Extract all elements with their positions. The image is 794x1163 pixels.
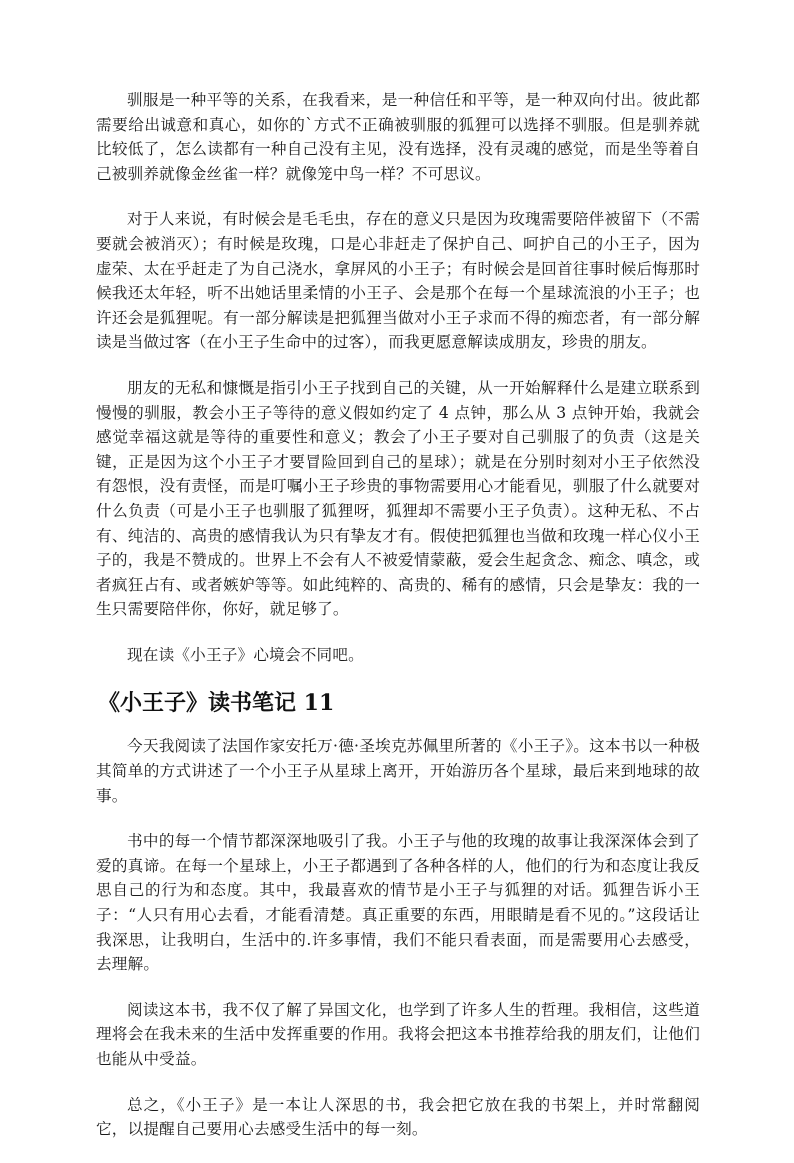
essay-section (96, 88, 700, 667)
paragraph: 阅读这本书，我不仅了解了异国文化，也学到了许多人生的哲理。我相信，这些道理将会在我未来的生活中发挥重要的作用。我将会把这本书推荐给我的朋友们，让他们也能从中受益。 (96, 1000, 700, 1068)
paragraph: 现在读《小王子》心境会不同吧。 (127, 645, 364, 664)
paragraph: 驯服是一种平等的关系，在我看来，是一种信任和平等，是一种双向付出。彼此都需要给出诚意和真心，如你的`方式不正确被驯服的狐狸可以选择不驯服。但是驯养就比较低了，怎么读都有一种自己没有主见，没有选择，没有灵魂的感觉，而是坐等着自己被驯养就像金丝雀一样？就像笼中鸟一样？不可思议。 (96, 91, 700, 183)
paragraph: 对于人来说，有时候会是毛毛虫，存在的意义只是因为玫瑰需要陪伴被留下（不需要就会被消灭）；有时候是玫瑰，口是心非赶走了保护自己、呵护自己的小王子，因为虚荣、太在乎赶走了为自己浇水，拿屏风的小王子；有时候会是回首往事时候后悔那时候我还太年轻，听不出她话里柔情的小王子、会是那个在每一个星球流浪的小王子；也许还会是狐狸呢。有一部分解读是把狐狸当做对小王子求而不得的痴恋者，有一部分解读是当做过客（在小王子生命中的过客），而我更愿意解读成朋友，珍贵的朋友。 (96, 210, 700, 352)
paragraph: 书中的每一个情节都深深地吸引了我。小王子与他的玫瑰的故事让我深深体会到了爱的真谛。在每一个星球上，小王子都遇到了各种各样的人，他们的行为和态度让我反思自己的行为和态度。其中，我最喜欢的情节是小王子与狐狸的对话。狐狸告诉小王子：“人只有用心去看，才能看清楚。真正重要的东西，用眼睛是看不见的。”这段话让我深思，让我明白，生活中的.许多事情，我们不能只看表面，而是需要用心去感受，去理解。 (96, 832, 700, 974)
paragraph: 今天我阅读了法国作家安托万·德·圣埃克苏佩里所著的《小王子》。这本书以一种极其简单的方式讲述了一个小王子从星球上离开，开始游历各个星球，最后来到地球的故事。 (96, 737, 700, 805)
reading-notes-section (96, 688, 700, 1141)
paragraph: 总之，《小王子》是一本让人深思的书，我会把它放在我的书架上，并时常翻阅它，以提醒自己要用心去感受生活中的每一刻。 (96, 1095, 700, 1139)
paragraph: 朋友的无私和慷慨是指引小王子找到自己的关键，从一开始解释什么是建立联系到慢慢的驯服，教会小王子等待的意义假如约定了 4 点钟，那么从 3 点钟开始，我就会感觉幸福这就是等待的重要性和意义；教会了小王子要对自己驯服了的负责（这是关键，正是因为这个小王子才要冒险回到自己的星球）；就是在分别时刻对小王子依然没有怨恨，没有责怪，而是叮嘱小王子珍贵的事物需要用心才能看见，驯服了什么就要对什么负责（可是小王子也驯服了狐狸呀，狐狸却不需要小王子负责）。这种无私、不占有、纯洁的、高贵的感情我认为只有挚友才有。假使把狐狸也当做和玫瑰一样心仪小王子的，我是不赞成的。世界上不会有人不被爱情蒙蔽，爱会生起贪念、痴念、嗔念，或者疯狂占有、或者嫉妒等等。如此纯粹的、高贵的、稀有的感情，只会是挚友：我的一生只需要陪伴你，你好，就足够了。 (96, 378, 700, 619)
section-heading: 《小王子》读书笔记 11 (98, 690, 335, 717)
document-page (96, 88, 700, 1163)
